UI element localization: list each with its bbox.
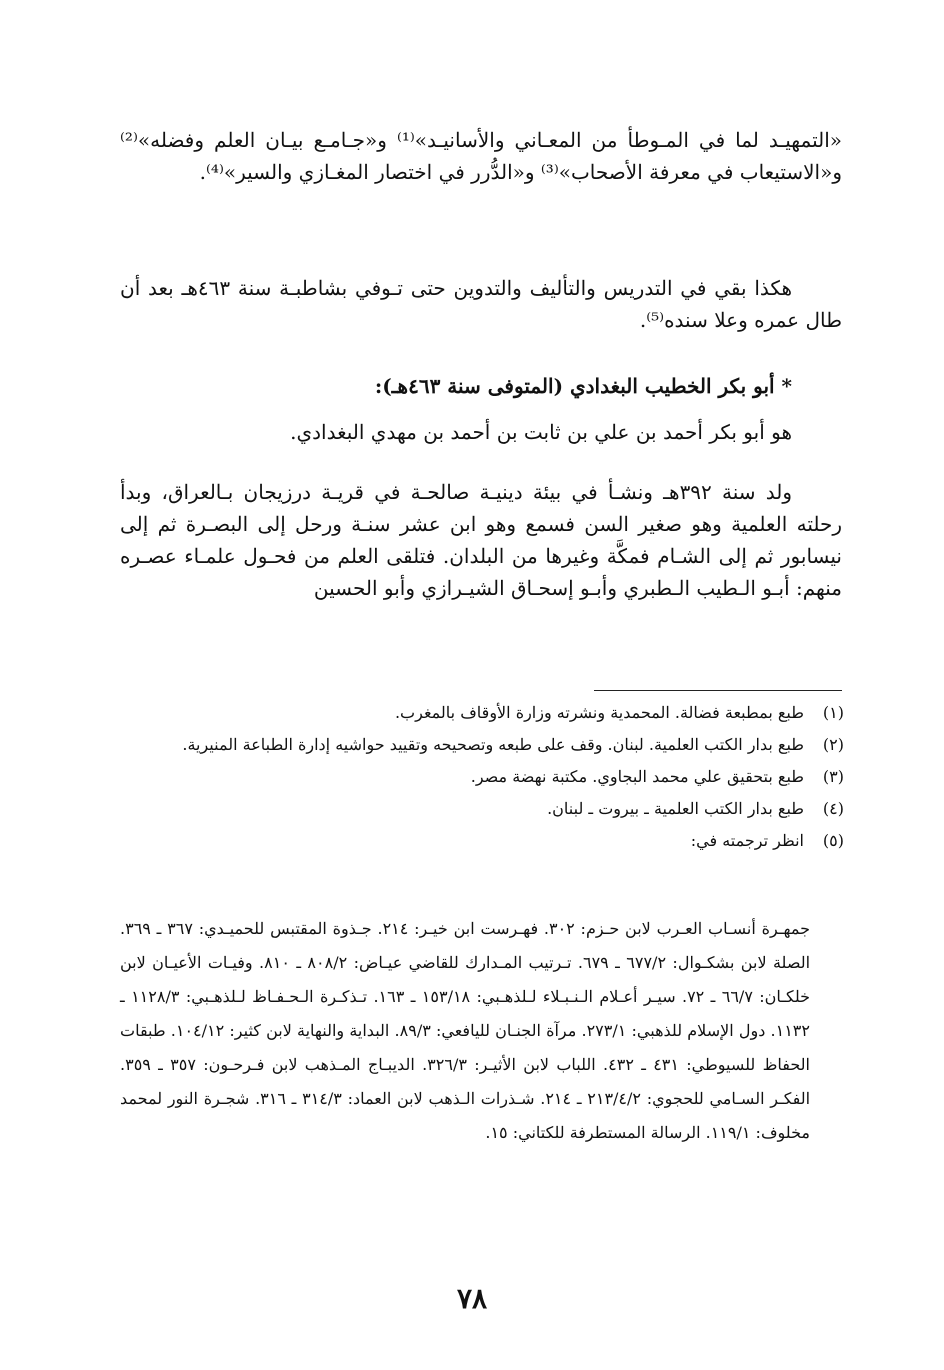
footnote-item xyxy=(120,700,844,726)
paragraph-death-text: هكذا بقي في التدريس والتأليف والتدوين حتى تـوفي بشاطبـة سنة ٤٦٣هـ بعد أن طال عمره وعلا سنده⁽⁵⁾. xyxy=(120,276,842,332)
bibliography-list xyxy=(120,912,810,1150)
footnote-item xyxy=(120,828,844,854)
paragraph-works xyxy=(120,124,842,188)
paragraph-biography-text: ولد سنة ٣٩٢هـ ونشـأ في بيئة دينيـة صالحـة في قريـة درزيجان بـالعراق، وبدأ رحلته العلمية وهو صغير السن فسمع وهو ابن عشر سنـة ورحل إلى البصـرة ثم إلى نيسابور ثم إلى الشـام فمكَّة وغيرها من البلدان. فتلقى العلم من فحـول علمـاء عصـره منهم: أبـو الـطيب الـطبري وأبـو إسحـاق الشيـرازي وأبو الحسين xyxy=(120,480,842,600)
footnote-text: طبع بدار الكتب العلمية. لبنان. وقف على طبعه وتصحيحه وتقييد حواشيه إدارة الطباعة المنيرية. xyxy=(182,735,804,754)
paragraph-biography xyxy=(120,476,842,604)
footnote-text: طبع بدار الكتب العلمية ـ بيروت ـ لبنان. xyxy=(547,799,804,818)
bibliography-text: جمهـرة أنسـاب العـرب لابن حـزم: ٣٠٢. فهـرست ابن خيـر: ٢١٤. جـذوة المقتبس للحميـدي: ٣٦٧ ـ ٣٦٩. الصلة لابن بشكـوال: ٦٧٧/٢ ـ ٦٧٩. تـرتيب المـدارك للقاضي عيـاض: ٨٠٨/٢ ـ ٨١٠. وفيـات الأعيـان لابن خلكـان: ٦٦/٧ ـ ٧٢. سيـر أعـلام الـنـبـلاء لـلذهـبي: ١٥٣/١٨ ـ ١٦٣. تـذكـرة الـحـفـاظ لـلذهـبي: ١١٢٨/٣ ـ ١١٣٢. دول الإسلام للذهبي: ٢٧٣/١. مرآة الجنـان لليافعي: ٨٩/٣. البداية والنهاية لابن كثير: ١٠٤/١٢. طبقات الحفاظ للسيوطي: ٤٣١ ـ ٤٣٢. اللباب لابن الأثيـر: ٣٢٦/٣. الديبـاج المـذهب لابن فـرحـون: ٣٥٧ ـ ٣٥٩. الفكـر السـامي للحجوي: ٢١٣/٤/٢ ـ ٢١٤. شـذرات الـذهب لابن العماد: ٣١٤/٣ ـ ٣١٦. شجـرة النور لمحمد مخلوف: ١١٩/١. الرسالة المستطرفة للكتاني: ١٥. xyxy=(120,919,811,1142)
footnote-number: (٣) xyxy=(822,767,844,786)
paragraph-name-text: هو أبو بكر أحمد بن علي بن ثابت بن أحمد بن مهدي البغدادي. xyxy=(290,420,792,444)
footnote-item xyxy=(120,764,844,790)
footnote-number: (٥) xyxy=(822,831,844,850)
footnote-number: (٤) xyxy=(822,799,844,818)
section-heading-text: * أبو بكر الخطيب البغدادي (المتوفى سنة ٤٦٣هـ): xyxy=(374,374,792,398)
paragraph-name xyxy=(120,416,842,448)
paragraph-death xyxy=(120,272,842,336)
footnote-number: (٢) xyxy=(822,735,844,754)
footnote-divider xyxy=(594,690,842,691)
footnote-text: طبع بتحقيق علي محمد البجاوي. مكتبة نهضة مصر. xyxy=(470,767,804,786)
footnote-item xyxy=(120,732,844,758)
footnotes xyxy=(120,700,844,860)
paragraph-works-text: «التمهيـد لما في المـوطأ من المعـاني والأسانيـد»⁽¹⁾ و«جـامـع بيـان العلم وفضله»⁽²⁾ و«الاستيعاب في معرفة الأصحاب»⁽³⁾ و«الدُّرر في اختصار المغـازي والسير»⁽⁴⁾. xyxy=(120,128,842,184)
footnote-text: انظر ترجمته في: xyxy=(690,831,804,850)
footnote-number: (١) xyxy=(822,703,844,722)
footnote-item xyxy=(120,796,844,822)
footnote-text: طبع بمطبعة فضالة. المحمدية ونشرته وزارة الأوقاف بالمغرب. xyxy=(394,703,804,722)
section-heading xyxy=(120,370,842,402)
page-number: ٧٨ xyxy=(456,1282,488,1315)
